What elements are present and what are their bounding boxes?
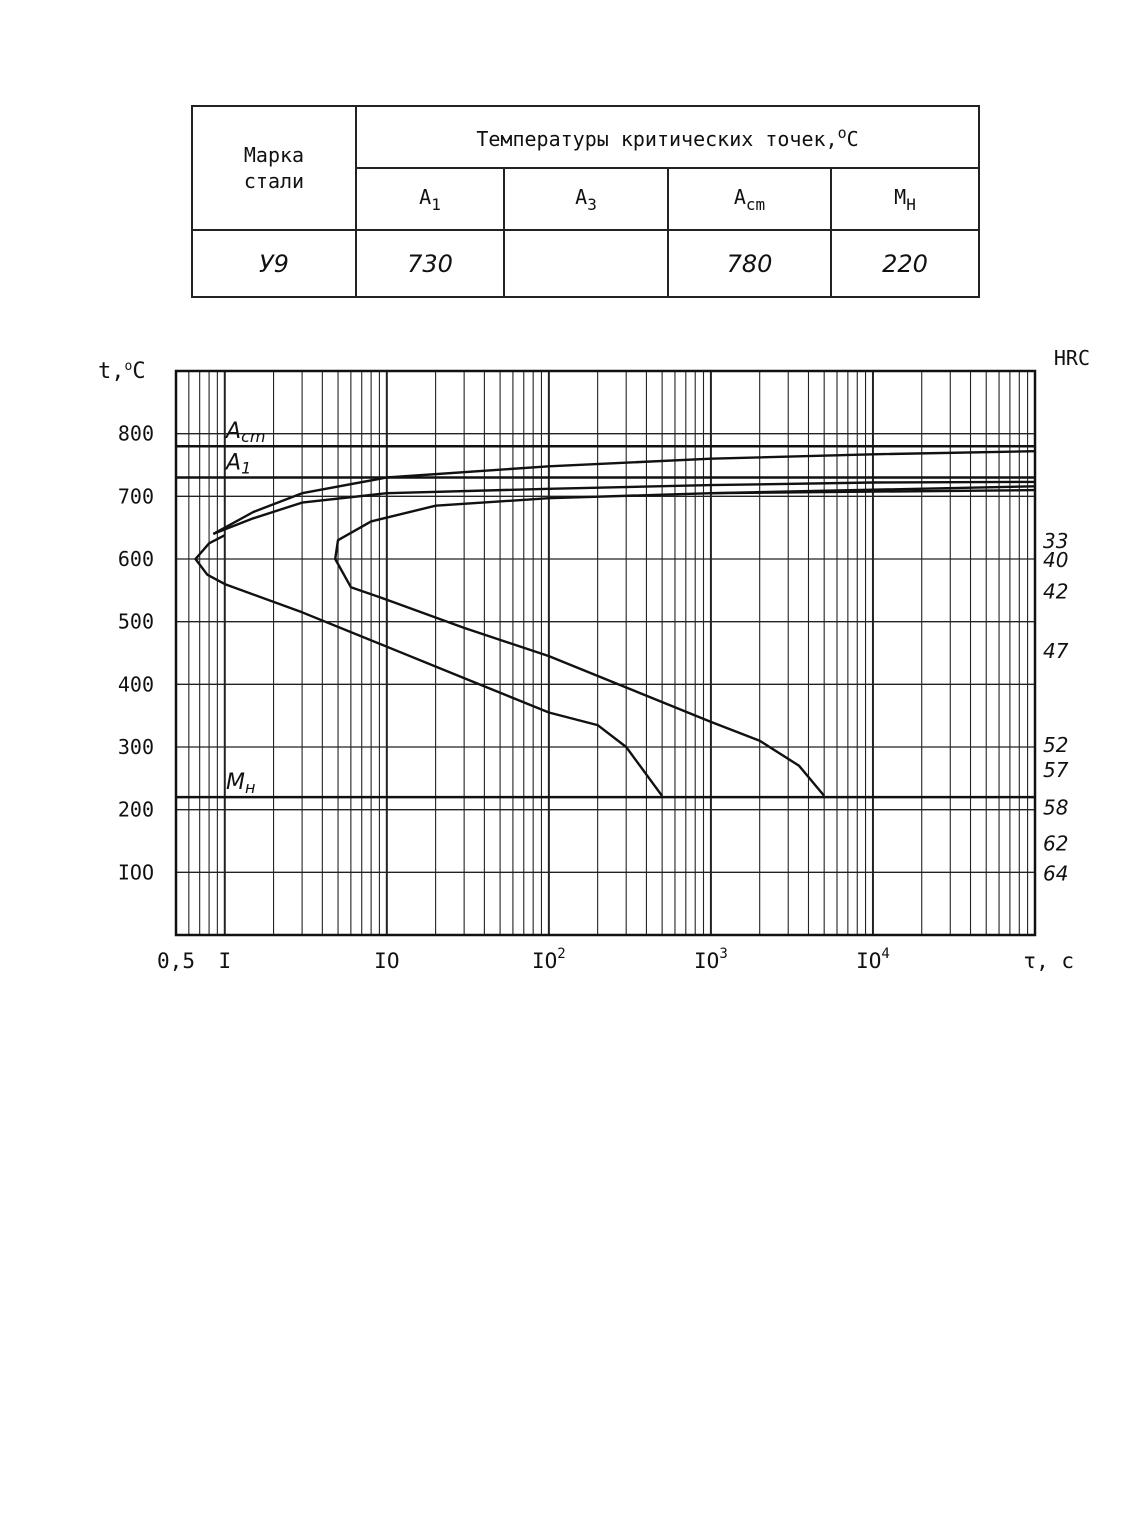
x-tick-label: IO bbox=[374, 949, 400, 973]
col-acm-header bbox=[668, 168, 831, 230]
x-axis-label: τ, с bbox=[1023, 949, 1074, 973]
steel-grade-header-line2: стали bbox=[243, 169, 305, 193]
col-acm-main: A bbox=[733, 184, 746, 209]
y-tick-label: 300 bbox=[117, 735, 154, 759]
critical-temps-header-text: Температуры критических точек, bbox=[476, 126, 838, 151]
transformation-curve-3 bbox=[196, 535, 663, 796]
y-tick-label: 600 bbox=[117, 547, 154, 571]
col-a3-main: A bbox=[575, 184, 588, 209]
plot-frame bbox=[176, 371, 1035, 935]
y-tick-label: 400 bbox=[117, 672, 154, 697]
critical-line-label: Acm bbox=[226, 419, 266, 447]
cell-acm: 780 bbox=[668, 230, 831, 297]
steel-grade-header bbox=[192, 106, 356, 230]
steel-grade-header-line1: Марка bbox=[243, 143, 305, 167]
critical-line-label: A1 bbox=[226, 450, 252, 478]
degree-sup: о bbox=[837, 123, 847, 142]
y-tick-label: 200 bbox=[117, 797, 154, 822]
x-tick-label: $IO^3$ bbox=[694, 946, 728, 973]
grid bbox=[176, 371, 1035, 935]
col-a1-header bbox=[356, 168, 504, 230]
col-a3-sub: 3 bbox=[587, 194, 597, 214]
col-mn-header bbox=[831, 168, 979, 230]
col-mn-sub: Н bbox=[906, 194, 916, 214]
transformation-curve-4 bbox=[335, 490, 1035, 796]
ttt-diagram bbox=[0, 330, 1132, 990]
x-tick-label: 0,5 bbox=[157, 949, 195, 973]
hrc-value: 57 bbox=[1043, 757, 1069, 782]
col-a3-header bbox=[504, 168, 668, 230]
hrc-value: 40 bbox=[1043, 548, 1069, 572]
y-tick-label: 500 bbox=[117, 609, 154, 634]
hrc-value: 64 bbox=[1043, 861, 1069, 886]
transformation-curve-2 bbox=[213, 451, 1035, 534]
hrc-value: 58 bbox=[1043, 795, 1069, 820]
y-tick-label: 700 bbox=[117, 484, 154, 509]
cell-a1: 730 bbox=[356, 230, 504, 297]
y-tick-label: 800 bbox=[117, 421, 154, 446]
x-tick-label: $IO^2$ bbox=[532, 946, 566, 973]
hrc-value: 47 bbox=[1043, 638, 1069, 663]
hrc-value: 52 bbox=[1043, 732, 1069, 757]
critical-lines bbox=[176, 419, 1035, 797]
transformation-curves bbox=[196, 451, 1036, 796]
col-a1-sub: 1 bbox=[431, 194, 441, 214]
celsius-unit: С bbox=[846, 126, 859, 151]
cell-a3 bbox=[504, 230, 668, 297]
right-axis-label: HRC bbox=[1053, 346, 1090, 370]
critical-points-table bbox=[191, 105, 980, 298]
y-tick-label: IOO bbox=[117, 860, 154, 885]
col-acm-sub: cm bbox=[745, 194, 766, 214]
hrc-value: 33 bbox=[1043, 529, 1069, 554]
hrc-value: 42 bbox=[1043, 579, 1069, 604]
y-axis-label: t,$^o$C bbox=[98, 359, 146, 384]
cell-steel: У9 bbox=[192, 230, 356, 297]
cell-mn: 220 bbox=[831, 230, 979, 297]
x-tick-label: $IO^4$ bbox=[856, 946, 890, 973]
critical-temps-header bbox=[356, 106, 979, 168]
col-a1-main: A bbox=[419, 184, 432, 209]
hrc-value: 62 bbox=[1043, 831, 1069, 856]
table-row bbox=[192, 230, 979, 297]
critical-line-label: Mн bbox=[226, 770, 256, 798]
col-mn-main: М bbox=[894, 184, 907, 209]
x-tick-label: I bbox=[218, 949, 232, 973]
